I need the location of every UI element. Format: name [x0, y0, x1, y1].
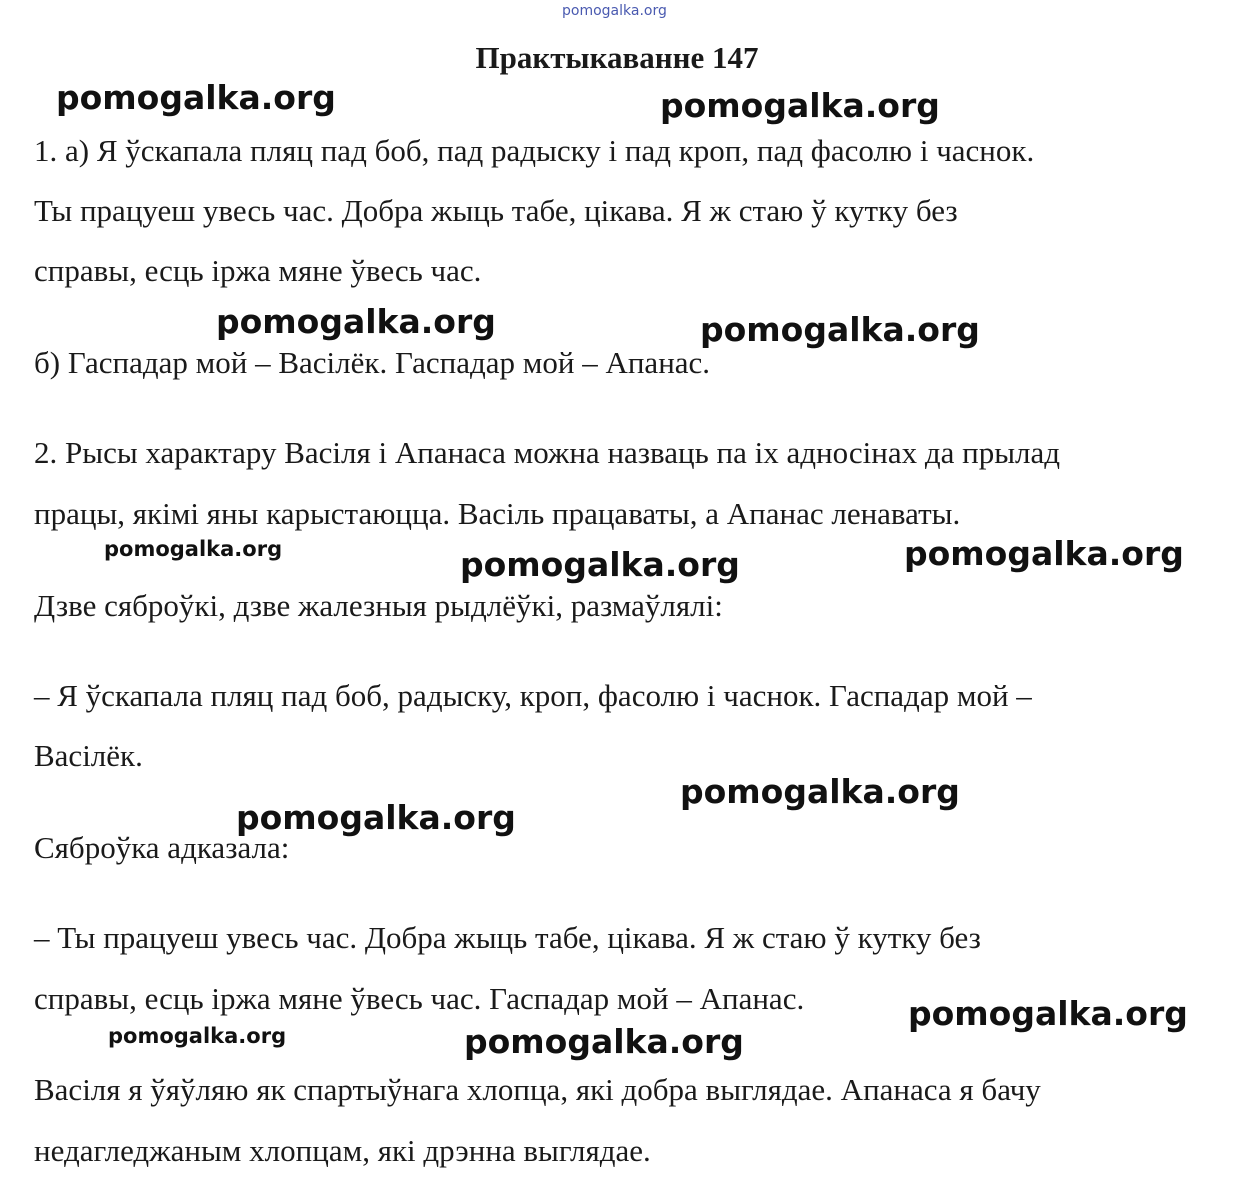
watermark: pomogalka.org [108, 1024, 287, 1048]
text-line: справы, есць іржа мяне ўвесь час. Гаспадар мой – Апанас. [34, 981, 805, 1016]
text-line: справы, есць іржа мяне ўвесь час. [34, 253, 482, 288]
watermark: pomogalka.org [904, 534, 1184, 573]
watermark: pomogalka.org [464, 1022, 744, 1061]
site-mark-top: pomogalka.org [562, 3, 667, 19]
text-line: Сяброўка адказала: [34, 830, 290, 865]
text-line: Васіля я ўяўляю як спартыўнага хлопца, які добра выглядае. Апанаса я бачу [34, 1072, 1041, 1107]
text-line: недагледжаным хлопцам, які дрэнна выглядае. [34, 1133, 651, 1168]
watermark: pomogalka.org [680, 772, 960, 811]
text-line: 1. а) Я ўскапала пляц пад боб, пад радыску і пад кроп, пад фасолю і часнок. [34, 133, 1035, 168]
watermark: pomogalka.org [236, 798, 516, 837]
watermark: pomogalka.org [660, 86, 940, 125]
text-line: – Ты працуеш увесь час. Добра жыць табе, цікава. Я ж стаю ў кутку без [34, 920, 981, 955]
watermark: pomogalka.org [56, 78, 336, 117]
page-title: Практыкаванне 147 [475, 40, 759, 75]
text-line: працы, якімі яны карыстаюцца. Васіль працаваты, а Апанас ленаваты. [34, 496, 961, 531]
text-line: Ты працуеш увесь час. Добра жыць табе, цікава. Я ж стаю ў кутку без [34, 193, 958, 228]
text-line: 2. Рысы характару Васіля і Апанаса можна назваць па іх адносінах да прылад [34, 435, 1061, 470]
text-line: – Я ўскапала пляц пад боб, радыску, кроп, фасолю і часнок. Гаспадар мой – [34, 678, 1032, 713]
watermark: pomogalka.org [460, 545, 740, 584]
text-line: б) Гаспадар мой – Васілёк. Гаспадар мой – Апанас. [34, 345, 711, 380]
text-line: Дзве сяброўкі, дзве жалезныя рыдлёўкі, размаўлялі: [34, 588, 723, 623]
watermark: pomogalka.org [216, 302, 496, 341]
text-line: Васілёк. [34, 738, 143, 773]
watermark: pomogalka.org [700, 310, 980, 349]
watermark: pomogalka.org [908, 994, 1188, 1033]
watermark: pomogalka.org [104, 537, 283, 561]
